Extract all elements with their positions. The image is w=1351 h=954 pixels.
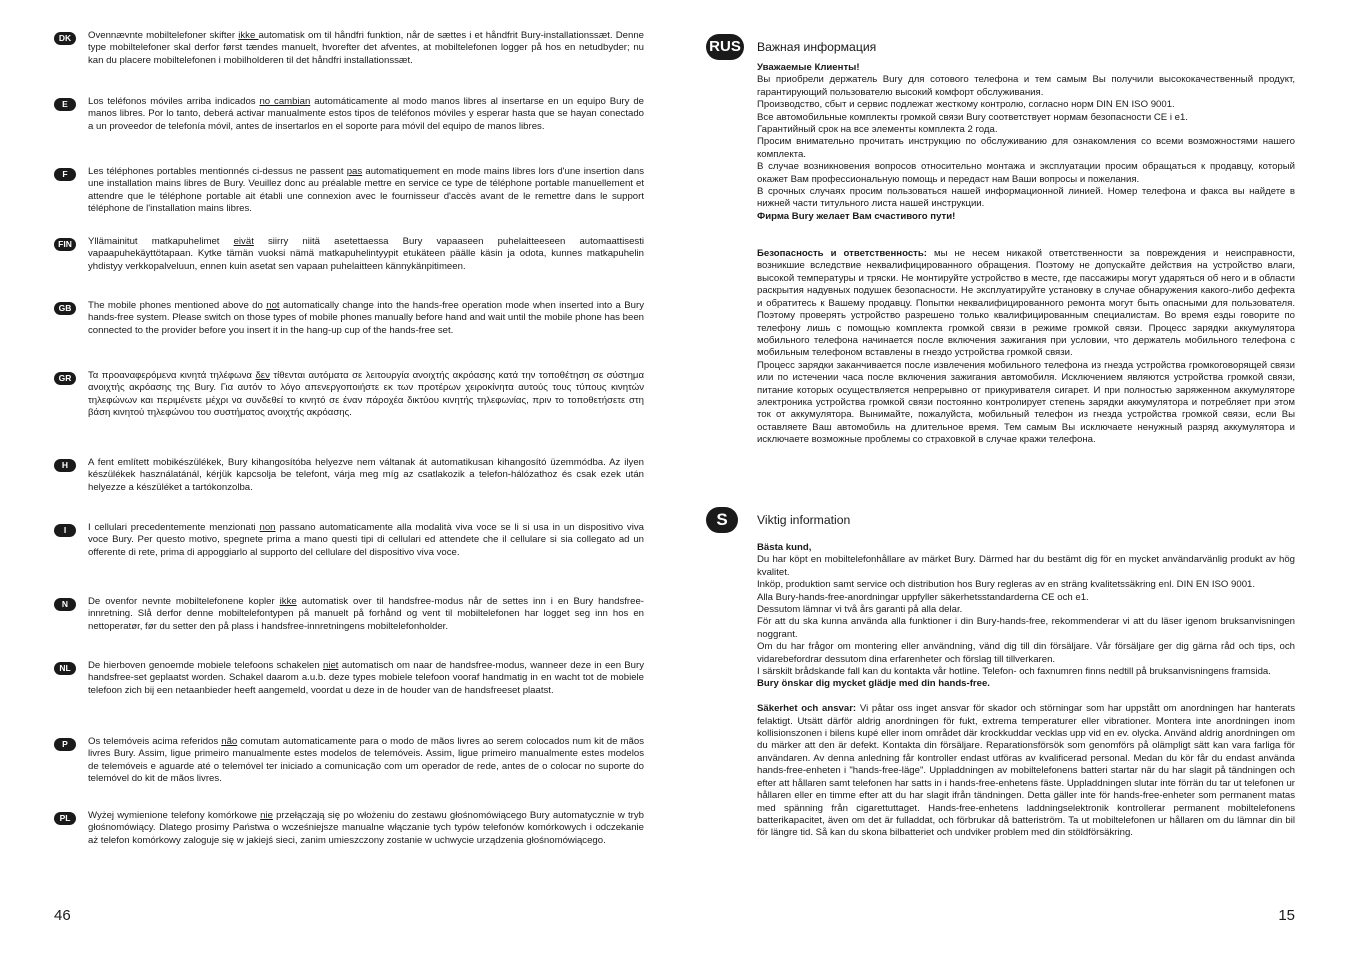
entry-text-post: automáticamente al modo manos libres al insertarse en un equipo Bury de manos libres. Por lo tanto, deberá activar manualmente estos tipos de teléfonos móviles y esperar hasta que se hayan conectado a un proveedor de telefonía móvil, antes de insertarlos en el soporte para móvil del equipo de manos libres. [88,96,644,132]
language-badge-icon: H [54,459,76,472]
entry-text-negation: non [259,522,276,533]
rus-para-2: Все автомобильные комплекты громкой связи Bury соответствует нормам безопасности CE i e1. [757,111,1188,123]
entry-text-post: automatisk over til handsfree-modus når de settes inn i en Bury handsfree-innretning. Slå derfor denne mobiltelefontypen på manuelt på forhånd og vent til mobiltelefonen har logget seg inn hos en nettoperatør, før du setter den på plass i handsfree-innretningens mobiltelefonholder. [88,596,644,632]
entry-text-pre: Les téléphones portables mentionnés ci-dessus ne passent [88,166,347,177]
entry-text-negation: not [266,300,280,311]
entry-text-post: automatiquement en mode mains libres lors d'une insertion dans une installation mains libres de Bury. Veuillez donc au préalable mettre en service ce type de téléphone portable manuellement et attendre que le téléphone portable ait établi une connexion avec le fournisseur d'accès avant de le remettre dans le support téléphone de l'installation mains libres. [88,166,644,215]
page-number-right: 15 [1278,907,1295,924]
entry-text-negation: ikke [279,596,297,607]
entry-text-negation: ikke [238,30,259,41]
entry-text-pre: Ovennævnte mobiltelefoner skifter [88,30,239,41]
language-badge-icon: GB [54,302,76,315]
entry-text-negation: δεν [255,370,270,381]
s-body [757,542,1295,840]
s-safety [757,703,1295,839]
s-para-5: Om du har frågor om montering eller användning, vänd dig till din försäljare. Vår försäljare ger dig gärna råd och tips, och vidarebefordrar dessutom dina erfarenheter och förslag till tillverkaren. [757,641,1295,665]
language-badge-icon: NL [54,662,76,675]
s-header [706,507,1295,533]
rus-greeting: Уважаемые Клиенты! [757,62,860,73]
entry-i [54,522,644,559]
entry-text-negation: niet [322,660,339,671]
entry-text-post: automatically change into the hands-free operation mode when inserted into a Bury hands-free system. Please switch on those types of mobile phones manually before hand and wait until the mobile phone has been connected to the provider before you insert it in the hang-up cup of the hands-free set. [88,300,645,336]
entry-text-pre: Τα προαναφερόμενα κινητά τηλέφωνα [88,370,256,381]
language-badge-icon: F [54,168,76,181]
rus-para-4: Просим внимательно прочитать инструкцию по обслуживанию для ознакомления со всеми возможностями нашего комплекта. [757,136,1295,160]
rus-section [706,34,1295,447]
s-para-1: Inköp, produktion samt service och distribution hos Bury regleras av en sträng kvalitetssäkring enl. DIN EN ISO 9001. [757,579,1256,591]
entry-e [54,96,644,133]
entry-text-pre: Los teléfonos móviles arriba indicados [88,96,260,107]
s-badge-icon: S [706,507,738,533]
rus-para-5: В случае возникновения вопросов относительно монтажа и эксплуатации просим обращаться к продавцу, который окажет Вам профессиональную помощь и передаст нам Ваши вопросы и пожелания. [757,161,1295,185]
rus-badge-icon: RUS [706,34,744,60]
language-badge-icon: GR [54,372,76,385]
s-title: Viktig information [757,513,851,527]
entry-text-post: automatisch om naar de handsfree-modus, wanneer deze in een Bury handsfree-set geplaatst worden. Schakel daarom a.u.b. deze types mobiele telefoon vooraf handmatig in en wacht tot de mobiele telefoon zich bij een netaanbieder heeft aangemeld, voordat u deze in de houder van de handsfreeset plaatst. [88,660,645,696]
entry-text-post: τίθενται αυτόματα σε λειτουργία ανοιχτής ακρόασης κατά την τοποθέτηση σε σύστημα ανοιχτής ακρόασης της Bury. Για αυτόν το λόγο απενεργοποιήστε εκ των προτέρων χειροκίνητα αυτούς τους τύπους κινητών τηλεφώνων και περιμένετε μέχρι να συνδεθεί το κινητό σε έναν πάροχέα δικτύου κινητής τηλεφωνίας, πριν το τοποθετήσετε στη βάση κινητού τηλεφώνου του συστήματος ανοιχτής ακρόασης. [88,370,644,419]
entry-text-pre: De hierboven genoemde mobiele telefoons schakelen [88,660,323,671]
entry-nl [54,660,644,697]
s-para-6: I särskilt brådskande fall kan du kontakta vår hotline. Telefon- och faxnumren finns nedtill på bruksanvisningens framsida. [757,666,1271,678]
entry-text-post: przełączają się po włożeniu do zestawu głośnomówiącego Bury automatycznie w tryb głośnomówiący. Dlatego prosimy Państwa o wcześniejsze manualne włączanie tych typów telefonów komórkowych i odczekanie aż telefon komórkowy zaloguje się w jakiejś sieci, zanim umieszczony zostanie w uchwycie urządzenia głośnomówiącego. [88,810,644,846]
entry-text-pre: The mobile phones mentioned above do [88,300,267,311]
entry-fin [54,236,644,273]
rus-para-3: Гарантийный срок на все элементы комплекта 2 года. [757,124,998,136]
rus-para-0: Вы приобрели держатель Bury для сотового телефона и тем самым Вы получили высококачественный продукт, гарантирующий пользователю высокий комфорт обслуживания. [757,74,1295,98]
entry-f [54,166,644,216]
rus-header [706,34,1295,60]
entry-text-negation: nie [260,810,273,821]
rus-para-1: Производство, сбыт и сервис подлежат жесткому контролю, согласно норм DIN EN ISO 9001. [757,99,1175,111]
rus-body [757,62,1295,447]
rus-safety-2: Процесс зарядки заканчивается после извлечения мобильного телефона из гнезда устройства громкоговорящей связи или по истечении часа после включения зажигания автомобиля. Исключением являются устройства громкой связи, питание которых осуществляется непрерывно от прикуривателя сигарет. И при полностью заряженном аккумуляторе электроника устройства громкой связи постоянно контролирует степень зарядки аккумулятора и потребляет при этом ток от аккумулятора. Вынимайте, пожалуйста, мобильный телефон из гнезда устройства громкой связи, если Вы оставляете Ваш автомобиль на длительное время. Тем самым Вы исключаете ненужный разряд аккумулятора и исключаете возможные проблемы со страховкой в случае кражи телефона. [757,359,1295,446]
entry-text-pre: De ovenfor nevnte mobiltelefonene kopler [88,596,280,607]
entry-gb [54,300,644,337]
entry-text-pre: Os telemóveis acima referidos [88,736,222,747]
entry-text-negation: pas [346,166,363,177]
language-badge-icon: E [54,98,76,111]
entry-text-negation: eivät [233,236,254,247]
s-closing: Bury önskar dig mycket glädje med din hands-free. [757,678,990,690]
entry-text-post: passano automaticamente alla modalità viva voce se li si usa in un dispositivo viva voce Bury. Per questo motivo, spegnete prima a mano questi tipi di cellulari ed attendete che il cellulare si sia collegato ad un offerente di rete, prima di appoggiarlo al supporto del cellulare del dispositivo viva voce. [88,522,644,558]
language-badge-icon: PL [54,812,76,825]
s-section [706,507,1295,840]
entry-text-pre: Wyżej wymienione telefony komórkowe [88,810,261,821]
language-badge-icon: I [54,524,76,537]
entry-n [54,596,644,633]
rus-safety-text: мы не несем никакой ответственности за повреждения и неисправности, возникшие вследствие неквалифицированного обращения. Поэтому не допускайте действия на устройство влаги, высокой температуры и тряски. Не монтируйте устройство в месте, где пассажиры могут ударяться об него и в области раскрытия надувных подушек безопасности. Не эксплуатируйте установку в случае обнаружения какого-либо дефекта и обратитесь к Вашему продавцу. Попытки неквалифицированного ремонта могут быть опасными для пользователя. Поэтому проверять устройство разрешено только квалифицированным специалистам. Во время езды говорите по телефону лишь с помощью комплекта громкой связи в режиме громкой связи. Процесс зарядки аккумулятора мобильного телефона начинается после включения зажигания при условии, что держатель мобильного телефона с мобильным телефоном вставлены в гнездо устройства громкой связи. [757,248,1295,359]
entry-text-pre: I cellulari precedentemente menzionati [88,522,260,533]
entry-text-post: automatisk om til håndfri funktion, når de sættes i et håndfrit Bury-installationssæt. Denne type mobiltelefoner skal derfor først tændes manuelt, hvorefter det afventes, at mobiltelefonen logger på hos en netudbyder; nu kan du placere mobiltelefonen i mobilholderen til det håndfri installationssæt. [88,30,644,66]
entry-text-negation: no cambian [259,96,311,107]
page-number-left: 46 [54,907,71,924]
language-badge-icon: P [54,738,76,751]
s-para-0: Du har köpt en mobiltelefonhållare av märket Bury. Därmed har du bestämt dig för en mycket användarvänlig produkt av hög kvalitet. [757,554,1295,578]
s-para-3: Dessutom lämnar vi två års garanti på alla delar. [757,604,963,616]
s-para-4: För att du ska kunna använda alla funktioner i din Bury-hands-free, rekommenderar vi att du läser igenom bruksanvisningen noggrant. [757,616,1295,640]
language-badge-icon: FIN [54,238,76,251]
entry-text-negation: não [221,736,238,747]
entry-h [54,457,644,494]
rus-title: Важная информация [757,40,877,54]
entry-text-post: comutam automaticamente para o modo de mãos livres ao serem colocados num kit de mãos livres Bury. Assim, ligue primeiro manualmente estes modelos de telemóveis. Assim, ligue primeiro manualmente estes modelos de telemóveis e aguarde até o telemóvel ter iniciado a comunicação com um operador de rede, antes de o colocar no suporte do telemóvel do kit de mãos livres. [88,736,644,785]
language-badge-icon: DK [54,32,76,45]
entry-gr [54,370,644,420]
rus-closing: Фирма Bury желает Вам счастивого пути! [757,210,956,222]
rus-safety-label: Безопасность и ответственность: [757,248,927,260]
entry-text-pre: Yllämainitut matkapuhelimet [88,236,234,247]
rus-safety [757,248,1295,360]
s-greeting: Bästa kund, [757,542,812,553]
s-safety-label: Säkerhet och ansvar: [757,703,857,715]
entry-text-post: siirry niitä asetettaessa Bury vapaaseen puhelaitteeseen automaattisesti vapaapuhekäyttötapaan. Kytke tämän vuoksi nämä matkapuhelintyypit etukäteen päälle käsin ja odota, kunnes matkapuhelin yhdistyy verkkopalveluun, ennen kuin asetat sen vapaan puhelaitteen kännykänpitimeen. [88,236,644,272]
entry-pl [54,810,644,847]
entry-p [54,736,644,786]
entry-text-pre: A fent említett mobikészülékek, Bury kihangosítóba helyezve nem váltanak át automatikusan kihangosító üzemmódba. Az ilyen készülékek használatánál, kérjük kapcsolja be telefont, várja meg míg az csatlakozik a telefon-hálózathoz és csak ezek után helyezze a készüléket a tartókonzolba. [88,457,644,493]
s-safety-text: Vi påtar oss inget ansvar för skador och störningar som har uppstått om anordningen har hanterats felaktigt. Utsätt därför aldrig anordningen för fukt, extrema temperaturer eller vibrationer. Montera inte anordningen inom kollisionszonen i bilens kupé eller inom området där krockkuddar vecklas upp vid en ev. olycka. Använd aldrig anordningen om du märker att den är defekt. Kontakta din försäljare. Reparationsförsök som genomförs på olämpligt sätt kan vara farliga för användaren. Av denna anledning får kontroller endast utföras av kvalificerad personal. Medan du kör får du endast använda hands-free-enheten i "hands-free-läge". Uppladdningen av mobiltelefonens batteri startar när du har slagit på tändningen och efter att hållaren samt telefonen har satts in i hands-free-enhetens fäste. Uppladdningen slutar inte förrän du tar ut telefonen ur hållaren eller en timme efter att du har slagit ifrån tändningen. Detta gäller inte för hands-free-enheter som permanent matas med spänning från cigarettuttaget. Hands-free-enhetens laddningselektronik kontrollerar permanent mobiltelefonens batterikapacitet, även om det är fulladdat, och förbrukar då batteriström. Ta ut mobiltelefonen ur hållaren om du lämnar din bil för längre tid. Så kan du skona bilbatteriet och undviker problem med din stöldförsäkring. [757,703,1295,839]
language-badge-icon: N [54,598,76,611]
s-para-2: Alla Bury-hands-free-anordningar uppfyller säkerhetsstandarderna CE och e1. [757,591,1089,603]
entry-dk [54,30,644,67]
rus-para-6: В срочных случаях просим пользоваться нашей информационной линией. Номер телефона и факса вы найдете в нижней части титульного листа нашей инструкции. [757,186,1295,210]
